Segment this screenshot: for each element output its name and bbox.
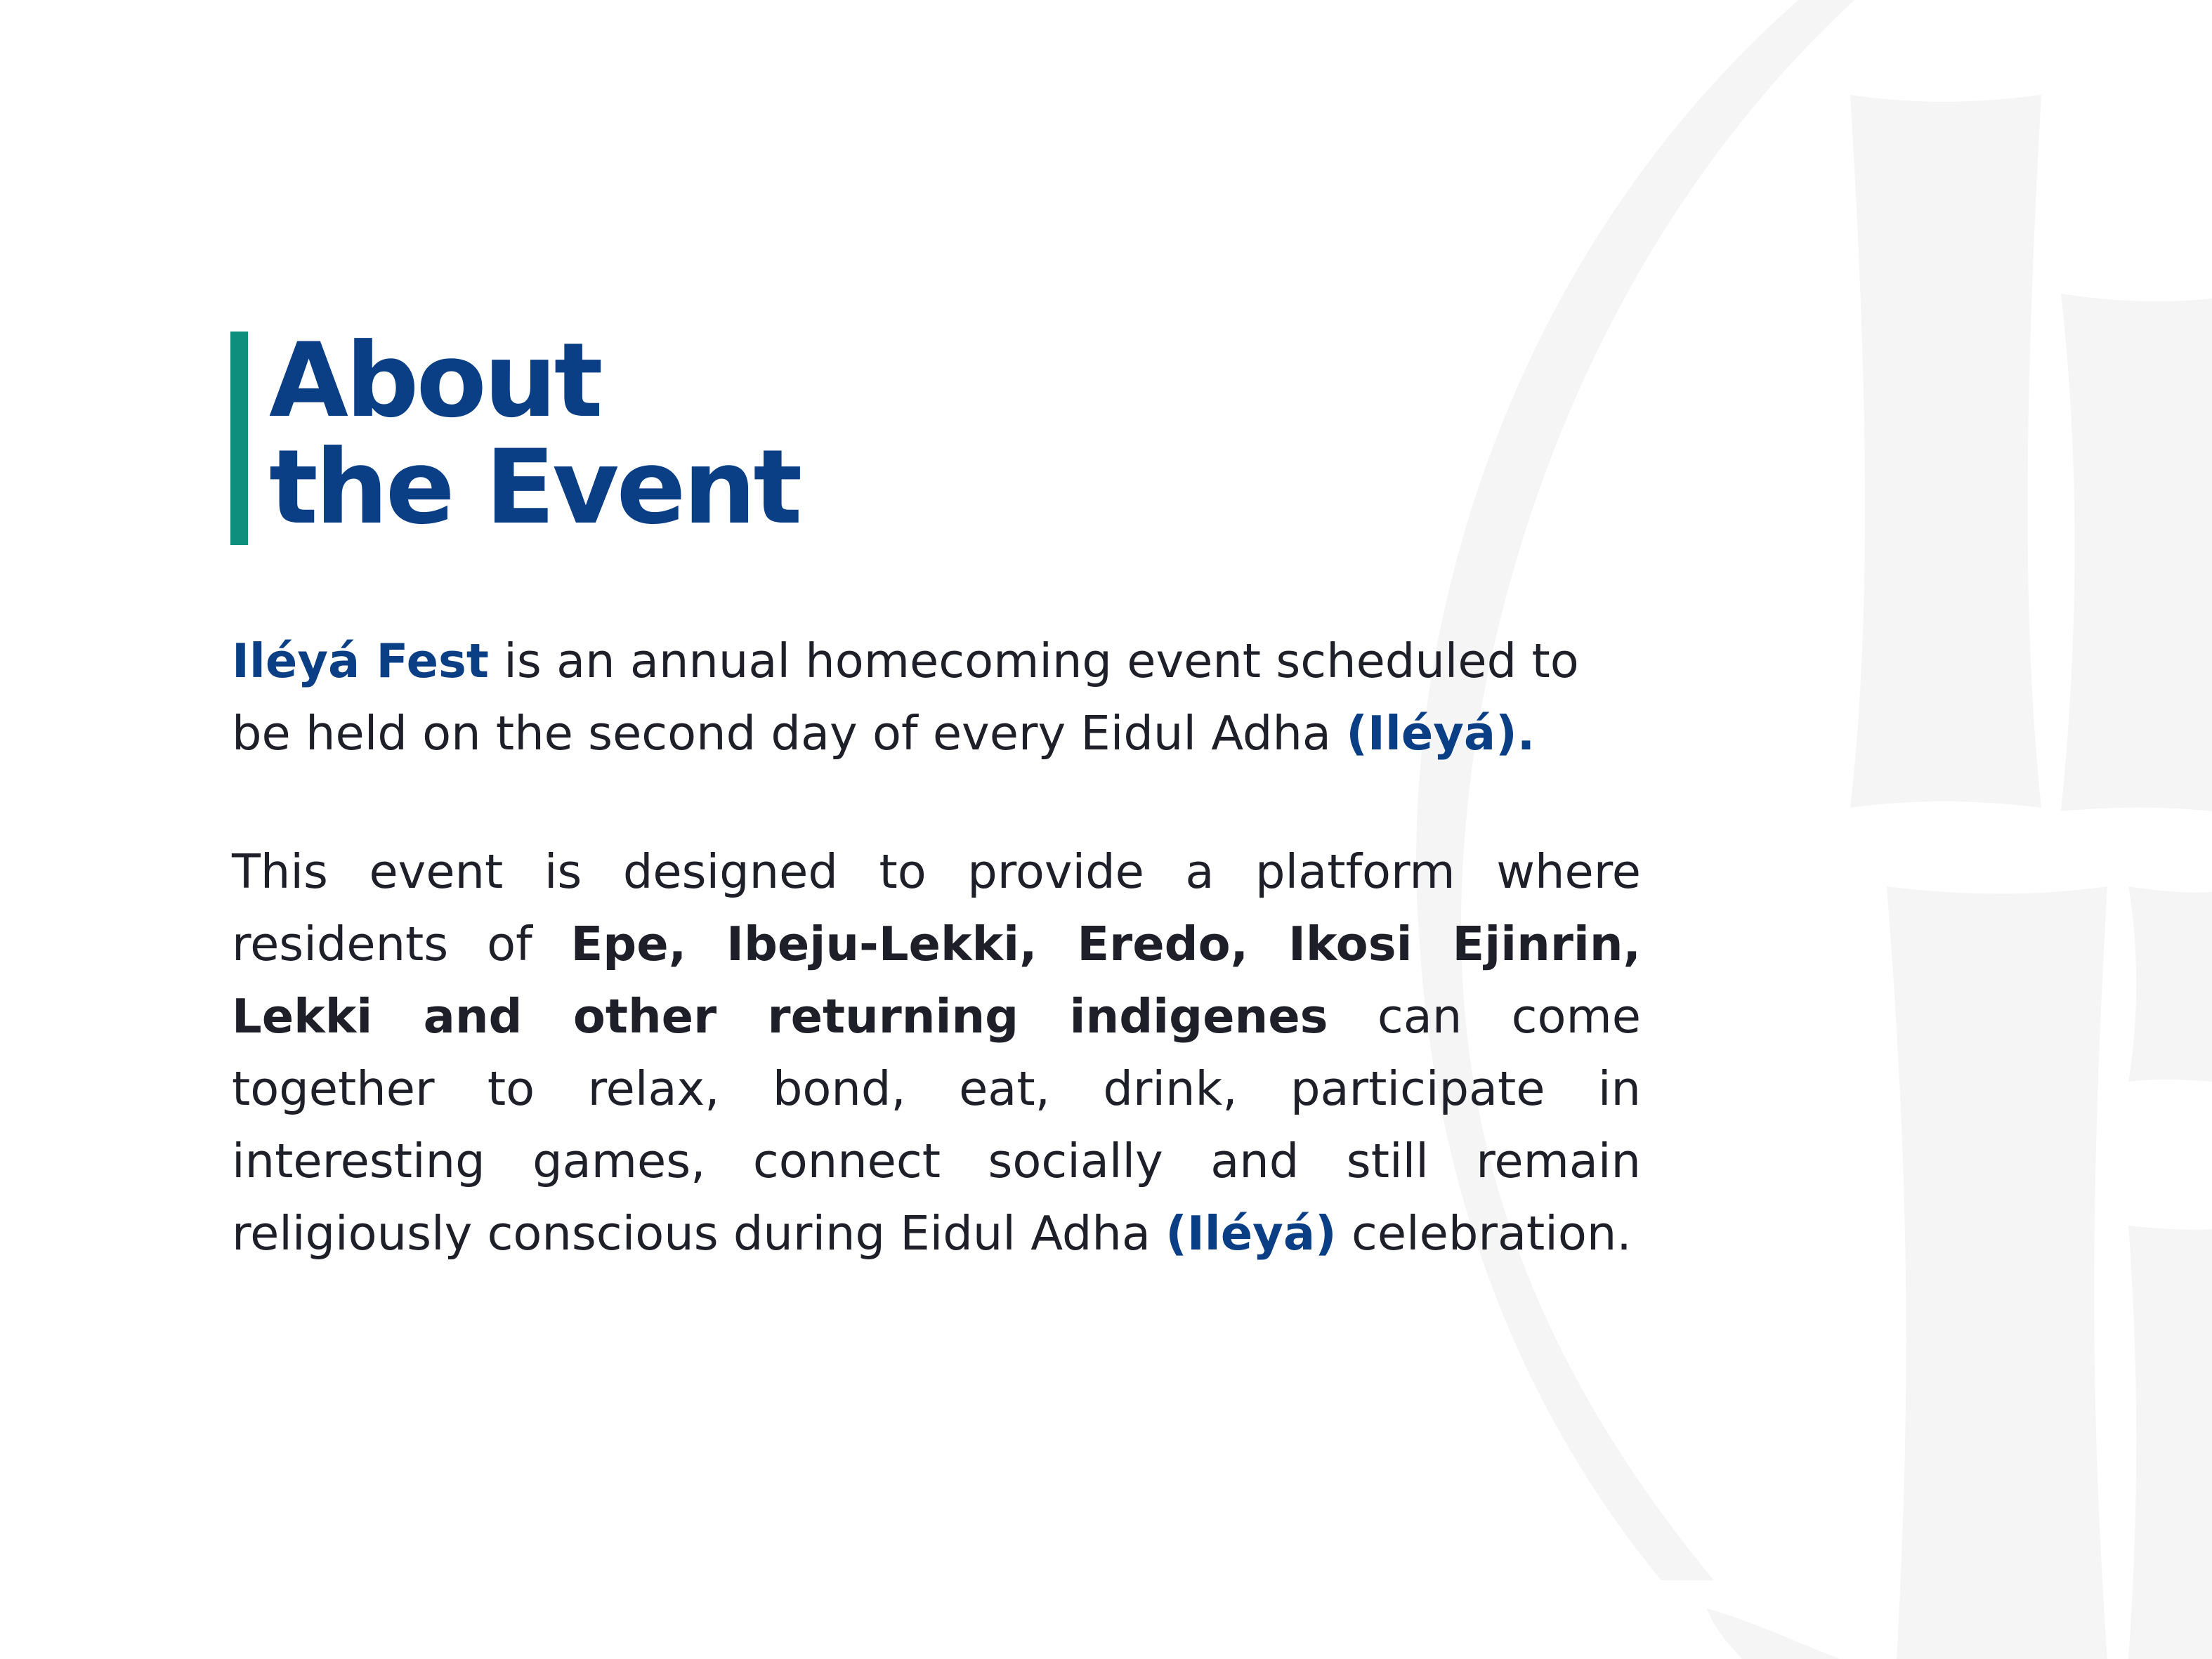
details-text-3: celebration.	[1336, 1206, 1632, 1261]
intro-text: is an annual homecoming event scheduled to be held on the second day of every Eidul Adha	[232, 634, 1579, 761]
section-heading-block	[230, 321, 800, 547]
watermark-pillar-5	[2128, 1226, 2212, 1659]
details-highlight: (Iléyá)	[1165, 1206, 1337, 1261]
watermark-pillar-2	[2061, 294, 2212, 811]
section-heading	[248, 321, 800, 547]
intro-highlight: (Iléyá).	[1346, 706, 1536, 761]
watermark-pillar-1	[1850, 95, 2041, 808]
details-text-2: can come together to relax, bond, eat, drink, participate in interesting games, connect socially and still remain religiously conscious during Eidul Adha	[232, 989, 1641, 1261]
watermark-pillar-4	[2128, 886, 2212, 1082]
heading-line-1: About	[269, 321, 601, 440]
watermark-base-arc	[1707, 1608, 1840, 1659]
intro-paragraph	[232, 625, 1641, 770]
watermark-arc	[1416, 0, 1854, 1580]
watermark-pillar-3	[1887, 886, 2107, 1659]
details-paragraph	[232, 836, 1641, 1270]
brand-name: Iléyá Fest	[232, 634, 489, 688]
details-places: Epe, Ibeju-Lekki, Eredo, Ikosi Ejinrin, Lekki and other returning indigenes	[232, 917, 1642, 1044]
heading-accent-bar	[230, 332, 248, 545]
heading-line-2: the Event	[269, 428, 800, 547]
details-text-1: This event is designed to provide a platform where residents of	[232, 844, 1641, 971]
